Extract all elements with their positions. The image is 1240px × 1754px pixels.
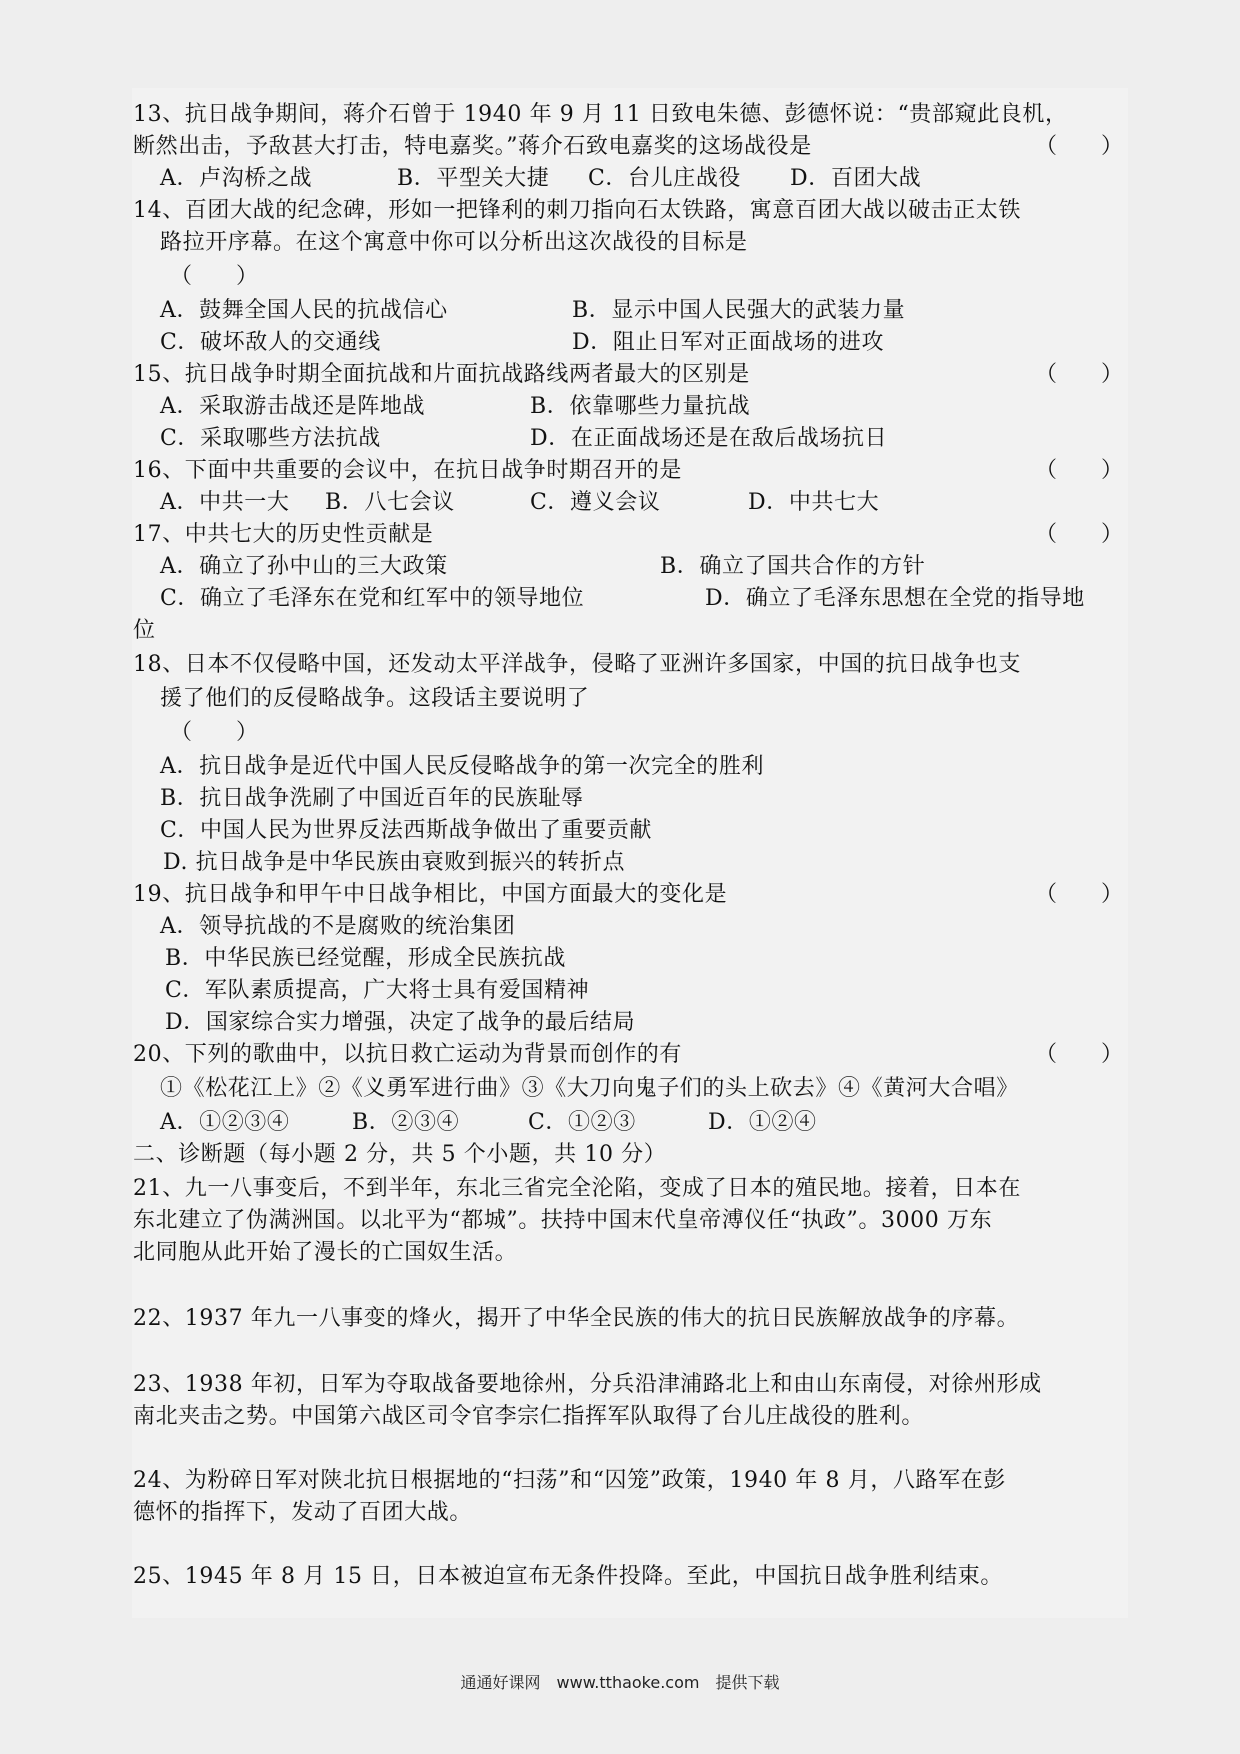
q20-option-b: B．②③④: [352, 1110, 460, 1135]
q14-option-d: D．阻止日军对正面战场的进攻: [572, 330, 885, 355]
q18-stem-line1: 18、日本不仅侵略中国，还发动太平洋战争，侵略了亚洲许多国家，中国的抗日战争也支: [133, 652, 1021, 677]
q15-option-d: D．在正面战场还是在敌后战场抗日: [530, 426, 888, 451]
q18-option-b: B．抗日战争洗刷了中国近百年的民族耻辱: [160, 786, 584, 811]
q15-stem: 15、抗日战争时期全面抗战和片面抗战路线两者最大的区别是: [133, 362, 750, 387]
q19-option-b: B．中华民族已经觉醒，形成全民族抗战: [165, 946, 566, 971]
q15-option-b: B．依靠哪些力量抗战: [530, 394, 751, 419]
q14-option-a: A．鼓舞全国人民的抗战信心: [160, 298, 448, 323]
q14-stem-line2: 路拉开序幕。在这个寓意中你可以分析出这次战役的目标是: [160, 230, 748, 255]
q13-option-b: B．平型关大捷: [397, 166, 550, 191]
q18-option-d: D. 抗日战争是中华民族由衰败到振兴的转折点: [163, 850, 626, 875]
q25-line1: 25、1945 年 8 月 15 日，日本被迫宣布无条件投降。至此，中国抗日战争胜利结束。: [133, 1564, 1003, 1589]
q20-song-list: ①《松花江上》②《义勇军进行曲》③《大刀向鬼子们的头上砍去》④《黄河大合唱》: [160, 1076, 1019, 1101]
q15-answer-bracket: （ ）: [1035, 362, 1124, 387]
q20-stem: 20、下列的歌曲中，以抗日救亡运动为背景而创作的有: [133, 1042, 682, 1067]
q15-option-a: A．采取游击战还是阵地战: [160, 394, 426, 419]
q18-answer-bracket: （ ）: [170, 720, 259, 745]
q13-option-d: D．百团大战: [790, 166, 922, 191]
q17-stem: 17、中共七大的历史性贡献是: [133, 522, 434, 547]
q20-option-a: A．①②③④: [160, 1110, 290, 1135]
q13-answer-bracket: （ ）: [1035, 134, 1124, 159]
q16-option-a: A．中共一大: [160, 490, 290, 515]
q18-option-c: C．中国人民为世界反法西斯战争做出了重要贡献: [160, 818, 653, 843]
q16-option-d: D．中共七大: [748, 490, 880, 515]
q17-option-d-wrap: 位: [133, 618, 156, 643]
q23-line2: 南北夹击之势。中国第六战区司令官李宗仁指挥军队取得了台儿庄战役的胜利。: [133, 1404, 925, 1429]
q15-option-c: C．采取哪些方法抗战: [160, 426, 381, 451]
q18-option-a: A．抗日战争是近代中国人民反侵略战争的第一次完全的胜利: [160, 754, 765, 779]
q24-line1: 24、为粉碎日军对陕北抗日根据地的“扫荡”和“囚笼”政策，1940 年 8 月，八路军在彭: [133, 1468, 1006, 1493]
q23-line1: 23、1938 年初，日军为夺取战备要地徐州，分兵沿津浦路北上和由山东南侵，对徐州形成: [133, 1372, 1042, 1397]
q17-option-c: C．确立了毛泽东在党和红军中的领导地位: [160, 586, 585, 611]
q13-option-c: C．台儿庄战役: [588, 166, 742, 191]
q19-option-d: D．国家综合实力增强，决定了战争的最后结局: [165, 1010, 636, 1035]
footer-source-link[interactable]: 通通好课网 www.tthaoke.com 提供下载: [460, 1673, 780, 1692]
section2-title: 二、诊断题（每小题 2 分，共 5 个小题，共 10 分）: [133, 1142, 667, 1167]
q21-line3: 北同胞从此开始了漫长的亡国奴生活。: [133, 1240, 518, 1265]
q16-stem: 16、下面中共重要的会议中，在抗日战争时期召开的是: [133, 458, 682, 483]
q16-option-c: C．遵义会议: [530, 490, 661, 515]
q18-stem-line2: 援了他们的反侵略战争。这段话主要说明了: [160, 686, 590, 711]
q19-stem: 19、抗日战争和甲午中日战争相比，中国方面最大的变化是: [133, 882, 728, 907]
q22-line1: 22、1937 年九一八事变的烽火，揭开了中华全民族的伟大的抗日民族解放战争的序幕。: [133, 1306, 1020, 1331]
q14-answer-bracket: （ ）: [170, 264, 259, 289]
q19-option-a: A．领导抗战的不是腐败的统治集团: [160, 914, 516, 939]
q16-option-b: B．八七会议: [325, 490, 455, 515]
q21-line1: 21、九一八事变后，不到半年，东北三省完全沦陷，变成了日本的殖民地。接着，日本在: [133, 1176, 1021, 1201]
q14-option-b: B．显示中国人民强大的武装力量: [572, 298, 906, 323]
q17-option-b: B．确立了国共合作的方针: [660, 554, 926, 579]
q17-answer-bracket: （ ）: [1035, 522, 1124, 547]
q19-option-c: C．军队素质提高，广大将士具有爱国精神: [165, 978, 590, 1003]
q20-answer-bracket: （ ）: [1035, 1042, 1124, 1067]
q19-answer-bracket: （ ）: [1035, 882, 1124, 907]
q14-stem-line1: 14、百团大战的纪念碑，形如一把锋利的刺刀指向石太铁路，寓意百团大战以破击正太铁: [133, 198, 1021, 223]
q21-line2: 东北建立了伪满洲国。以北平为“都城”。扶持中国末代皇帝溥仪任“执政”。3000 万东: [133, 1208, 993, 1233]
q17-option-a: A．确立了孙中山的三大政策: [160, 554, 448, 579]
q20-option-c: C．①②③: [528, 1110, 636, 1135]
q13-stem-line2: 断然出击，予敌甚大打击，特电嘉奖。”蒋介石致电嘉奖的这场战役是: [133, 134, 812, 159]
q13-option-a: A．卢沟桥之战: [160, 166, 313, 191]
q24-line2: 德怀的指挥下，发动了百团大战。: [133, 1500, 473, 1525]
q17-option-d: D．确立了毛泽东思想在全党的指导地: [705, 586, 1085, 611]
q16-answer-bracket: （ ）: [1035, 458, 1124, 483]
q13-stem-line1: 13、抗日战争期间，蒋介石曾于 1940 年 9 月 11 日致电朱德、彭德怀说：“贵部窥此良机，: [133, 102, 1068, 127]
q20-option-d: D．①②④: [708, 1110, 817, 1135]
q14-option-c: C．破坏敌人的交通线: [160, 330, 381, 355]
